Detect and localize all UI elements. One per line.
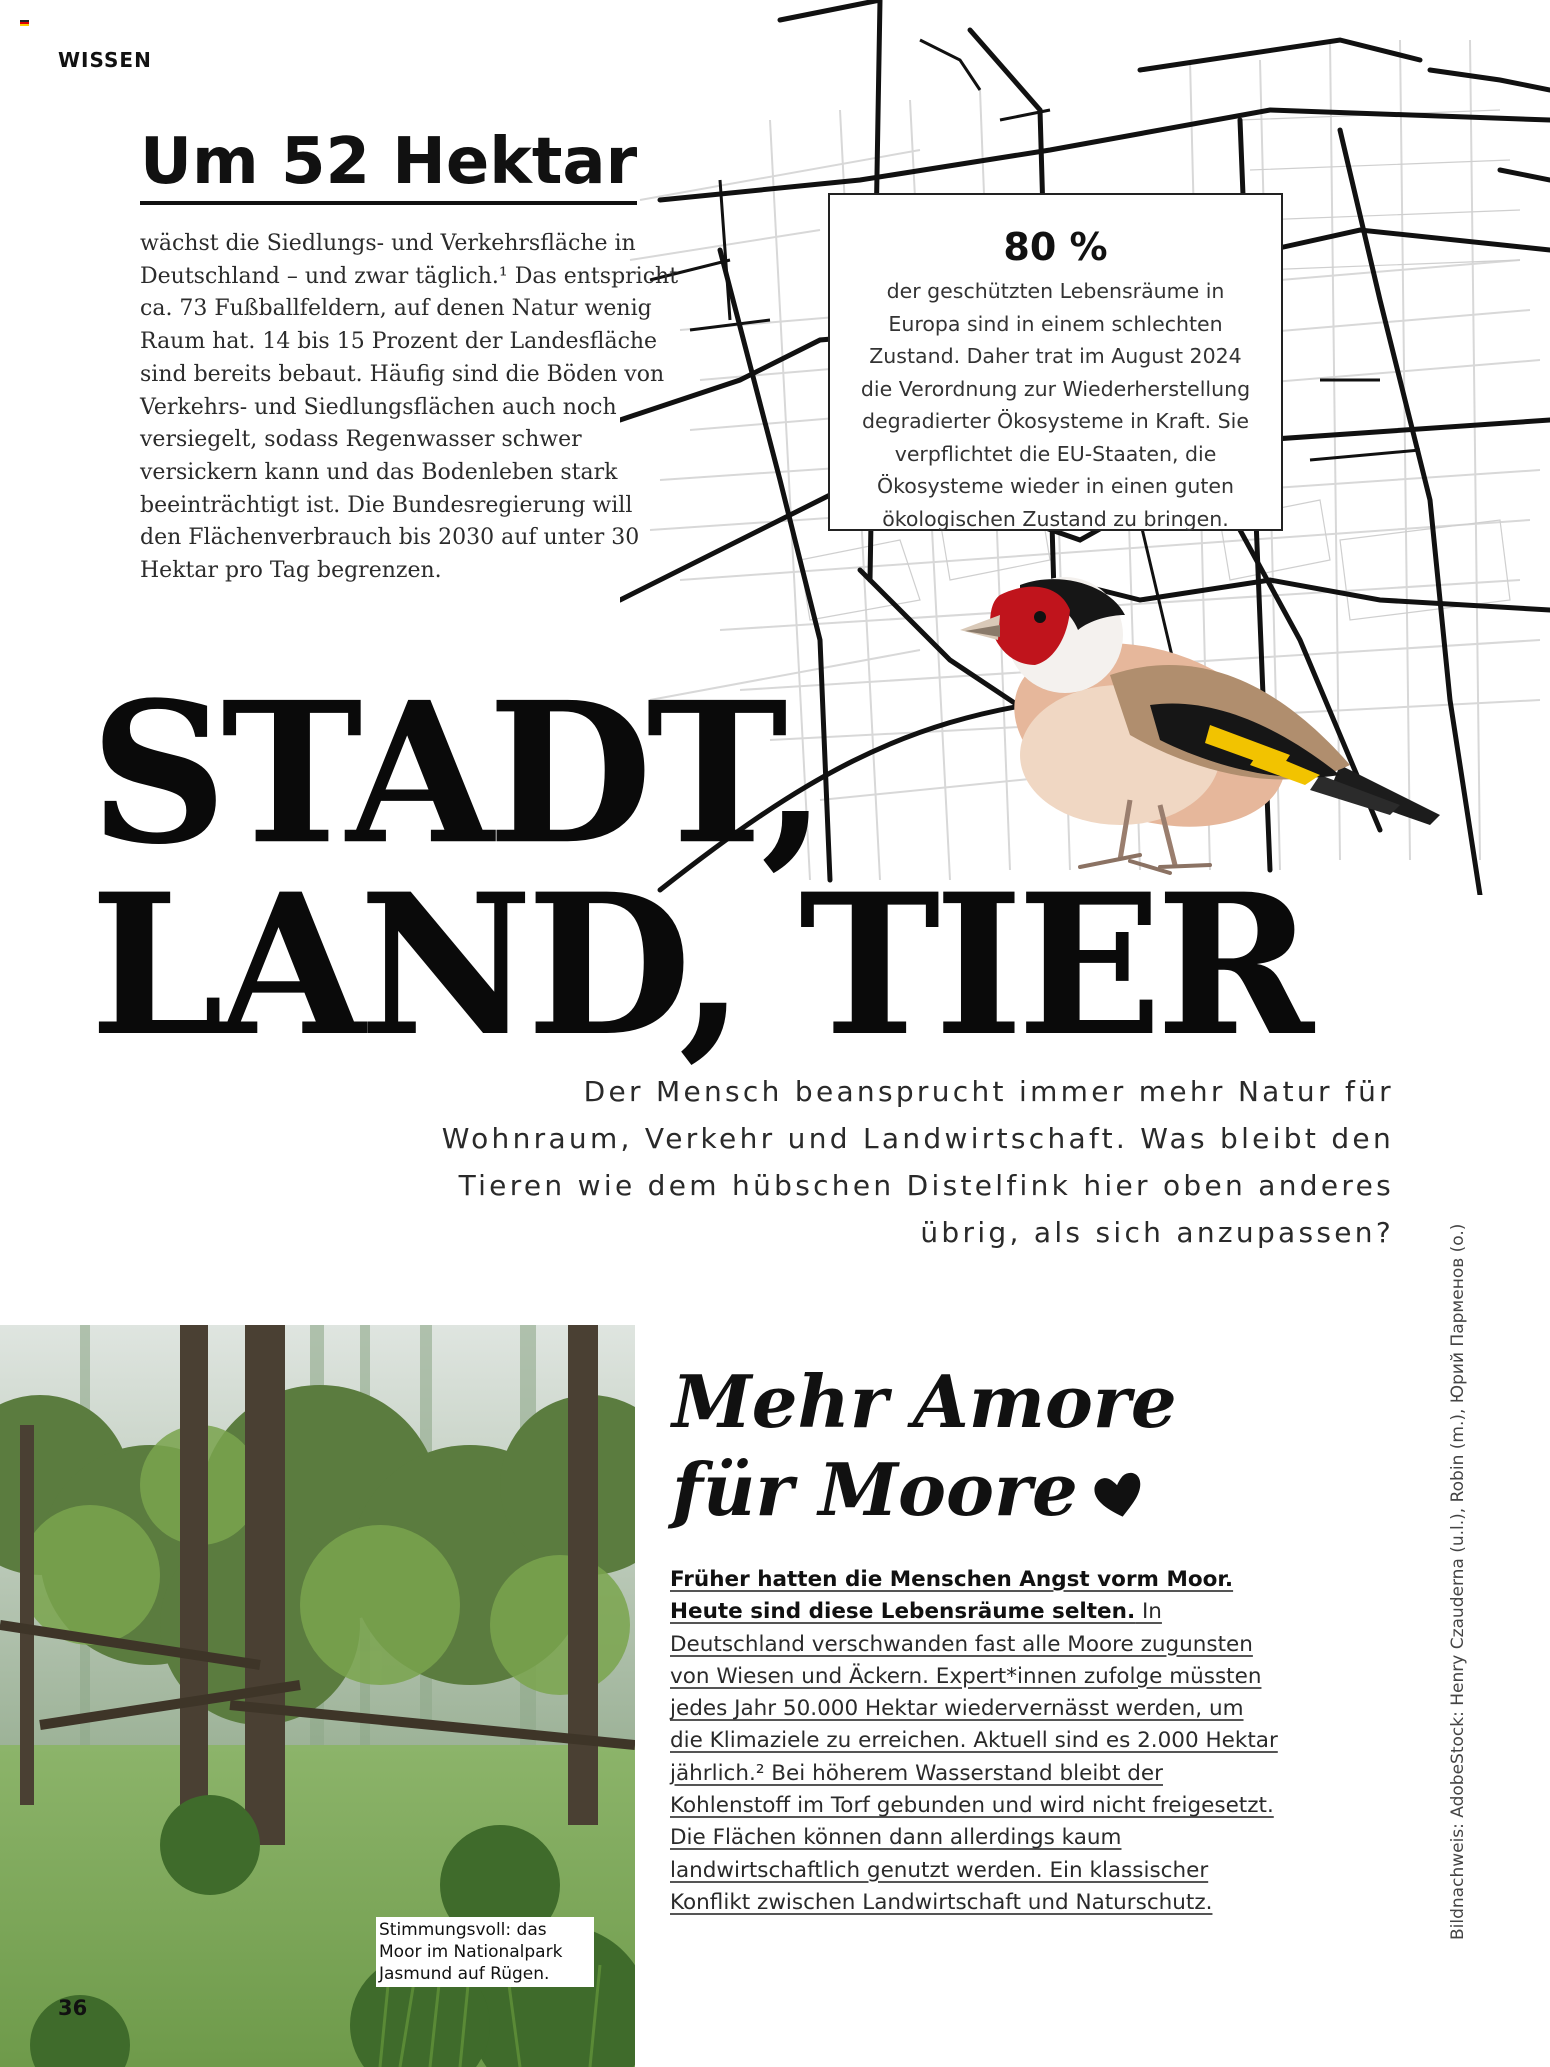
info-box	[828, 193, 1283, 531]
page-number: 36	[58, 1996, 88, 2020]
moor-text-body: In Deutschland verschwanden fast alle Moore zugunsten von Wiesen und Äckern. Expert*innen zufolge müssten jedes Jahr 50.000 Hektar wiedervernässt werden, um die Klimaziele zu erreichen. Aktuell sind es 2.000 Hektar jährlich.² Bei höherem Wasserstand bleibt der Kohlenstoff im Torf gebunden und wird nicht freigesetzt. Die Flächen können dann allerdings kaum landwirtschaftlich genutzt werden. Ein klassischer Konflikt zwischen Landwirtschaft und Naturschutz.	[670, 1599, 1278, 1915]
moor-headline	[672, 1358, 1177, 1534]
moor-headline-line-1: Mehr Amore	[672, 1359, 1177, 1444]
main-title	[90, 659, 1308, 1079]
moor-text	[670, 1564, 1280, 1919]
moor-headline-line-2-text: für Moore	[672, 1447, 1078, 1532]
main-title-line-2: LAND, TIER	[90, 851, 1308, 1079]
heart-icon	[1092, 1471, 1146, 1521]
moor-text-lead: Früher hatten die Menschen Angst vorm Moor. Heute sind diese Lebensräume selten.	[670, 1567, 1234, 1625]
stat-headline: Um 52 Hektar	[140, 125, 637, 205]
main-title-line-1: STADT,	[90, 659, 822, 888]
flag-mark	[20, 20, 29, 27]
info-box-text: der geschützten Lebensräume in Europa sind in einem schlechten Zustand. Daher trat im August 2024 die Verordnung zur Wiederherstellung degradierter Ökosysteme in Kraft. Sie verpflichtet die EU-Staaten, die Ökosysteme wieder in einen guten ökologischen Zustand zu bringen.	[860, 279, 1251, 531]
stat-text: wächst die Siedlungs- und Verkehrsfläche in Deutschland – und zwar täglich.¹ Das entspricht ca. 73 Fußballfeldern, auf denen Natur wenig Raum hat. 14 bis 15 Prozent der Landesfläche sind bereits bebaut. Häufig sind die Böden von Verkehrs- und Siedlungsflächen auch noch versiegelt, sodass Regenwasser schwer versickern kann und das Bodenleben stark beeinträchtigt ist. Die Bundesregierung will den Flächenverbrauch bis 2030 auf unter 30 Hektar pro Tag begrenzen.	[140, 231, 679, 584]
photo-caption: Stimmungsvoll: das Moor im Nationalpark Jasmund auf Rügen.	[376, 1917, 594, 1987]
moor-headline-line-2	[672, 1446, 1177, 1534]
section-label: WISSEN	[58, 48, 152, 72]
info-box-number: 80 %	[1003, 225, 1108, 269]
photo-credit: Bildnachweis: AdobeStock: Henry Czauderna (u.l.), Robin (m.), Юрий Парменов (o.)	[1448, 1223, 1468, 1940]
intro-text: Der Mensch beansprucht immer mehr Natur für Wohnraum, Verkehr und Landwirtschaft. Was bleibt den Tieren wie dem hübschen Distelfink hier oben anderes übrig, als sich anzupassen?	[441, 1075, 1394, 1249]
